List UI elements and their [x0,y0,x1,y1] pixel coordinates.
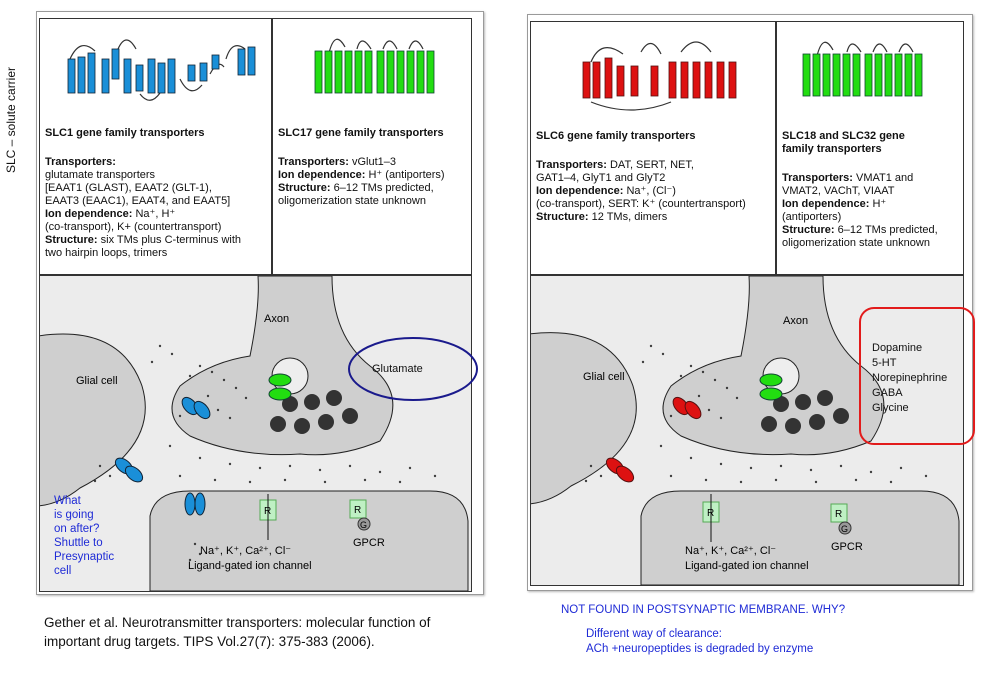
slc18-title-line1: SLC18 and SLC32 gene [782,130,905,142]
slc18-structure-line2: oligomerization state unknown [782,237,930,249]
slc1-ion-line2: (co-transport), K+ (countertransport) [45,221,222,233]
neurotransmitter-list [872,341,947,416]
slc1-helix [136,65,143,91]
slc17-helix [377,51,384,93]
slc17-helix [355,51,362,93]
neurotransmitter-item: GABA [872,387,903,399]
g-protein-label: G [360,520,368,530]
slc6-helix [693,62,700,98]
slc6-helix [583,62,590,98]
slc6-structure-label: Structure: [536,211,589,223]
receptor-label: R [707,508,715,519]
slc17-helix [427,51,434,93]
slc1-transporters-label: Transporters: [45,156,116,168]
slc18-helix [843,54,850,96]
glial-cell [40,334,145,506]
slc6-ion-line2: (co-transport), SERT: K⁺ (countertransport) [536,198,746,210]
citation: Gether et al. Neurotransmitter transporters: molecular function of important drug targets. TIPS Vol.27(7): 375-383 (2006). [44,615,431,649]
channel-label: Ligand-gated ion channel [188,560,312,572]
glial-cell-label: Glial cell [583,371,625,383]
slc18-structure-label: Structure: [782,224,835,236]
slc18-helix [895,54,902,96]
slc18-helix [915,54,922,96]
slc1-ion-label: Ion dependence: [45,208,133,220]
slc1-title: SLC1 gene family transporters [45,127,205,139]
slc1-helix [124,59,131,93]
slc18-transporter-symbol [760,388,782,400]
question-line: What [54,495,81,507]
slc17-structure-value: 6–12 TMs predicted, [333,182,434,194]
slc6-transporters-value: DAT, SERT, NET, [609,159,694,171]
slc1-transporter-symbol [185,493,195,515]
slc6-transporters-label: Transporters: [536,159,607,171]
question-line: is going [54,509,94,521]
slc1-transporters-line1: glutamate transporters [45,169,156,181]
gpcr-label: GPCR [831,541,863,553]
slc18-ion-line2: (antiporters) [782,211,842,223]
slc1-topology-diagram [40,19,271,119]
slc17-ion-value: H⁺ (antiporters) [368,169,445,181]
slc17-topology-diagram [273,19,471,119]
slc6-helix [617,66,624,96]
ion-list-label: Na⁺, K⁺, Ca²⁺, Cl⁻ [200,545,292,557]
gpcr-receptor-label: R [835,509,843,520]
synaptic-vesicle [304,394,320,410]
slc17-helix [315,51,322,93]
slc18-topology-diagram [777,22,963,122]
slc18-box [776,21,964,275]
note-line1: Different way of clearance: [586,628,722,640]
synaptic-vesicle [270,416,286,432]
slc6-helix [681,62,688,98]
slc1-structure-value: six TMs plus C-terminus with [100,234,242,246]
neurotransmitter-item: Norepinephrine [872,372,948,384]
slc18-helix [885,54,892,96]
slc6-ion-label: Ion dependence: [536,185,624,197]
glial-cell-label: Glial cell [76,375,118,387]
slc1-structure-line2: two hairpin loops, trimers [45,247,168,259]
synaptic-vesicle [817,390,833,406]
slc1-helix [102,59,109,93]
slc18-ion-value: H⁺ [872,198,887,210]
slc18-transporters-value: VMAT1 and [855,172,914,184]
slc17-transporters-value: vGlut1–3 [351,156,397,168]
slc1-helix [248,47,255,75]
slc1-helix [212,55,219,69]
slc17-helix [325,51,332,93]
slc17-title: SLC17 gene family transporters [278,127,444,139]
slc17-ion-label: Ion dependence: [278,169,366,181]
ion-list-label: Na⁺, K⁺, Ca²⁺, Cl⁻ [685,545,777,557]
slc1-helix [68,59,75,93]
slc1-helix [88,53,95,93]
slc6-helix [651,66,658,96]
slc1-transporters-line2: [EAAT1 (GLAST), EAAT2 (GLT-1), [45,182,212,194]
slc17-transporter-symbol [269,374,291,386]
slc1-box [39,18,272,275]
slc18-transporters-line2: VMAT2, VAChT, VIAAT [782,185,895,197]
neurotransmitter-item: Glycine [872,402,909,414]
slc1-transporter-symbol [195,493,205,515]
slc1-ion-value: Na⁺, H⁺ [135,208,176,220]
right-panel [527,14,973,591]
slc1-helix [188,65,195,81]
slc6-helix [631,66,638,96]
slc17-helix [397,51,404,93]
synaptic-vesicle [785,418,801,434]
slc1-helix [78,57,85,93]
axon-label: Axon [264,313,290,325]
slc18-transporters-label: Transporters: [782,172,853,184]
slc6-helix [593,62,600,98]
axon-label: Axon [783,315,809,327]
slc17-helix [417,51,424,93]
synaptic-vesicle [318,414,334,430]
slc18-helix [905,54,912,96]
gpcr-receptor-label: R [354,505,362,516]
side-label: SLC – solute carrier [4,66,18,174]
slc17-helix [387,51,394,93]
slc6-transporters-line2: GAT1–4, GlyT1 and GlyT2 [536,172,666,184]
slc18-helix [803,54,810,96]
slc1-helix [112,49,119,79]
neurotransmitter-item: 5-HT [872,357,897,369]
slc18-helix [833,54,840,96]
slc17-helix [365,51,372,93]
question-line: Presynaptic [54,551,115,563]
slc1-structure-label: Structure: [45,234,98,246]
synaptic-vesicle [833,408,849,424]
gpcr-label: GPCR [353,537,385,549]
slc6-structure-value: 12 TMs, dimers [591,211,668,223]
question-annotation [54,494,114,578]
slc6-helix [605,58,612,98]
slc18-helix [813,54,820,96]
slc1-helix [200,63,207,81]
note-line2: ACh +neuropeptides is degraded by enzyme [586,643,814,655]
slc6-ion-value: Na⁺, (Cl⁻) [626,185,676,197]
slc17-structure-label: Structure: [278,182,331,194]
receptor-label: R [264,506,272,517]
slc18-transporter-symbol [760,374,782,386]
slc6-helix [669,62,676,98]
slc1-transporters-line3: EAAT3 (EAAC1), EAAT4, and EAAT5] [45,195,231,207]
slc6-title: SLC6 gene family transporters [536,130,696,142]
neurotransmitter-item: Dopamine [872,342,923,354]
slc6-helix [729,62,736,98]
slc18-structure-value: 6–12 TMs predicted, [837,224,938,236]
synaptic-vesicle [795,394,811,410]
slc18-helix [823,54,830,96]
slc6-box [530,21,776,275]
question-line: Shuttle to [54,537,103,549]
note-heading: NOT FOUND IN POSTSYNAPTIC MEMBRANE. WHY? [561,604,846,616]
synaptic-vesicle [761,416,777,432]
slc6-helix [717,62,724,98]
slc18-helix [853,54,860,96]
slc6-topology-diagram [531,22,775,122]
slc18-helix [875,54,882,96]
slc18-ion-label: Ion dependence: [782,198,870,210]
glutamate-label: Glutamate [372,363,423,375]
slc6-helix [705,62,712,98]
slc17-helix [407,51,414,93]
slc17-helix [345,51,352,93]
slc17-structure-line2: oligomerization state unknown [278,195,426,207]
slc18-helix [865,54,872,96]
slc1-helix [238,49,245,75]
slc18-title-line2: family transporters [782,143,882,155]
channel-label: Ligand-gated ion channel [685,560,809,572]
synaptic-vesicle [294,418,310,434]
slc1-helix [148,59,155,93]
slc1-helix [158,63,165,93]
question-line: on after? [54,523,100,535]
synaptic-vesicle [342,408,358,424]
slc17-transporter-symbol [269,388,291,400]
slc17-box [272,18,472,275]
g-protein-label: G [841,524,849,534]
question-line: cell [54,565,72,577]
synaptic-vesicle [326,390,342,406]
slc17-transporters-label: Transporters: [278,156,349,168]
slc17-helix [335,51,342,93]
slc1-helix [168,59,175,93]
synaptic-vesicle [809,414,825,430]
